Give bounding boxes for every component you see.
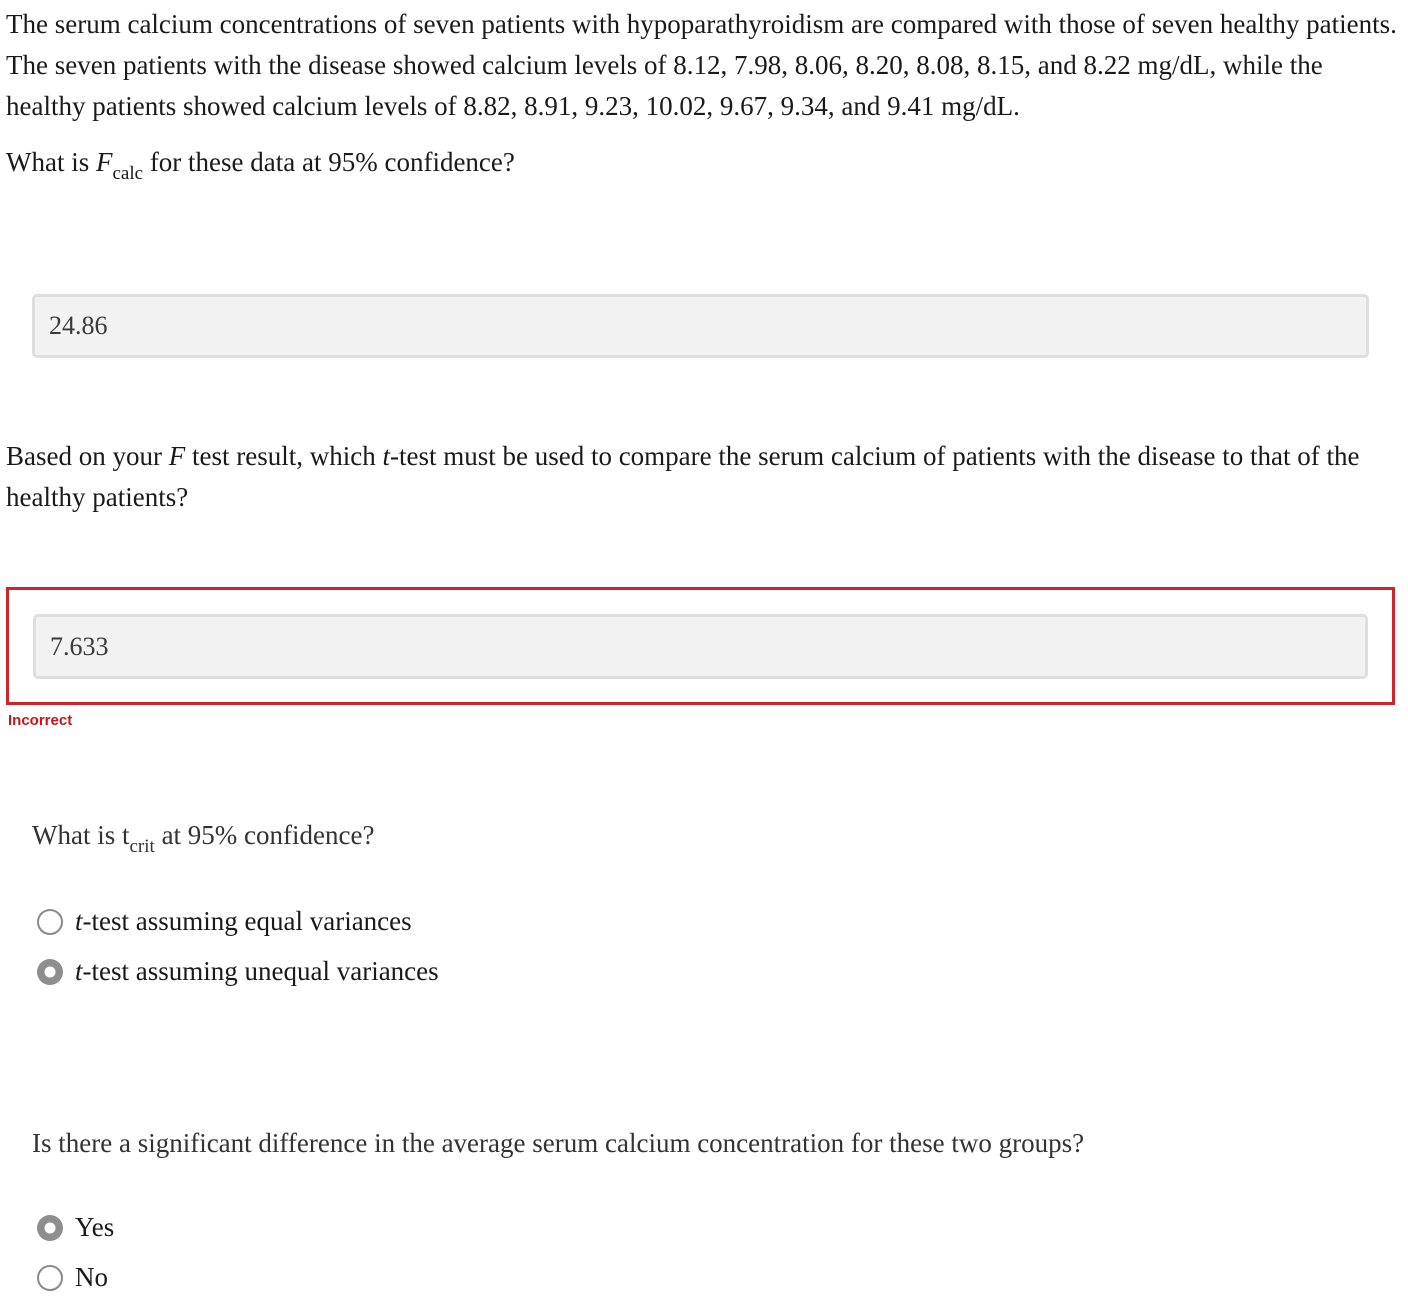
t-symbol: t [75,956,83,986]
option-no[interactable] [37,1262,108,1293]
question-t-test-part1: Based on your [6,441,169,471]
f-calc-answer-field[interactable] [32,294,1369,358]
option-no-label: No [75,1262,108,1292]
crit-subscript: crit [129,836,155,857]
problem-statement: The serum calcium concentrations of seven patients with hypoparathyroidism are compared with those of seven healthy patients. The seven patients with the disease showed calcium levels of 8.12, 7.98, 8.06, 8.20, 8.08, 8.15, and 8.22 mg/dL, while the healthy patients showed calcium levels of 8.82, 8.91, 9.23, 10.02, 9.67, 9.34, and 9.41 mg/dL. [6,9,1397,121]
question-significant-difference: Is there a significant difference in the average serum calcium concentration for these two groups? [32,1128,1085,1158]
question-t-crit [32,816,374,858]
question-t-test-choice [6,436,1402,518]
f-symbol: F [95,147,113,177]
question-t-test-part2: test result, which [185,441,383,471]
radio-unselected-icon[interactable] [37,1265,63,1291]
question-t-test-part3: -test must be used to compare the serum calcium of patients with the disease to that of the healthy patients? [6,441,1360,512]
f-symbol: F [168,441,186,471]
calc-subscript: calc [112,163,144,184]
t-test-answer-field[interactable] [33,614,1368,679]
option-equal-variances[interactable] [37,906,412,937]
radio-selected-icon[interactable] [37,959,63,985]
t-symbol: t [75,906,83,936]
option-equal-variances-label: -test assuming equal variances [82,906,412,936]
radio-selected-icon[interactable] [37,1215,63,1241]
f-calc-answer-value: 24.86 [49,311,108,340]
question-t-crit-suffix: at 95% confidence? [154,820,375,850]
option-yes[interactable] [37,1212,114,1243]
t-test-answer-value: 7.633 [50,631,109,661]
option-unequal-variances[interactable] [37,956,439,987]
question-f-calc [6,142,515,186]
radio-unselected-icon[interactable] [37,909,63,935]
incorrect-feedback: Incorrect [8,712,73,729]
option-yes-label: Yes [75,1212,115,1242]
question-f-calc-prefix: What is [6,147,96,177]
option-unequal-variances-label: -test assuming unequal variances [82,956,439,986]
t-symbol: t [382,441,390,471]
question-t-crit-prefix: What is t [32,820,130,850]
question-f-calc-suffix: for these data at 95% confidence? [143,147,515,177]
